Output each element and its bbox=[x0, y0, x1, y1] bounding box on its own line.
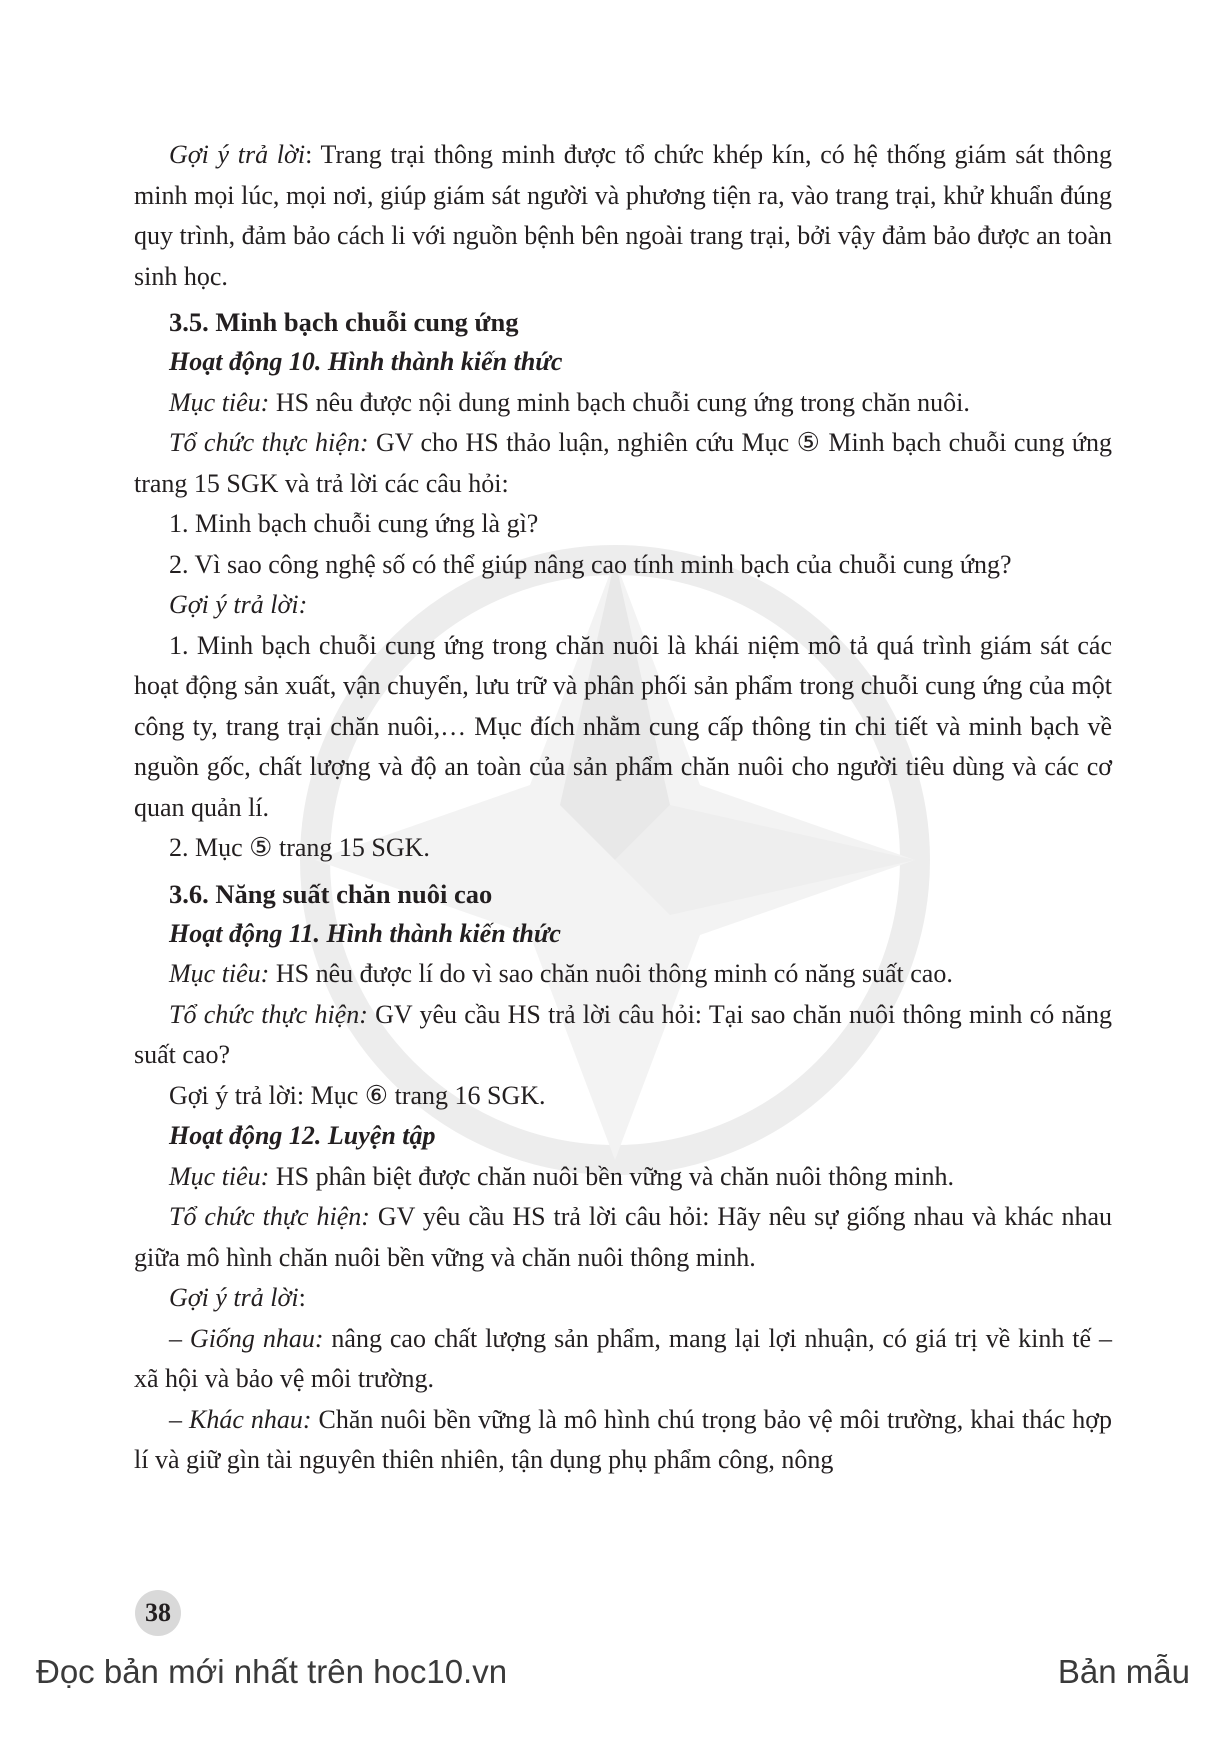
similarities: – Giống nhau: nâng cao chất lượng sản phẩm, mang lại lợi nhuận, có giá trị về kinh tế – xã hội và bảo vệ môi trường. bbox=[134, 1323, 1112, 1393]
differences: – Khác nhau: Chăn nuôi bền vững là mô hình chú trọng bảo vệ môi trường, khai thác hợp lí và giữ gìn tài nguyên thiên nhiên, tận dụng phụ phẩm công, nông bbox=[134, 1404, 1113, 1474]
activity-heading-12: Hoạt động 12. Luyện tập bbox=[169, 1121, 436, 1150]
activity-heading-10: Hoạt động 10. Hình thành kiến thức bbox=[169, 347, 563, 376]
section-heading-3-6: 3.6. Năng suất chăn nuôi cao bbox=[169, 878, 493, 909]
page-number: 38 bbox=[135, 1590, 181, 1636]
question-1: 1. Minh bạch chuỗi cung ứng là gì? bbox=[169, 509, 539, 538]
objective-10: Mục tiêu: HS nêu được nội dung minh bạch chuỗi cung ứng trong chăn nuôi. bbox=[169, 387, 970, 417]
answer-paragraph: Gợi ý trả lời: Trang trại thông minh được tổ chức khép kín, có hệ thống giám sát thông minh mọi lúc, mọi nơi, giúp giám sát người và phương tiện ra, vào trang trại, khử khuẩn đúng quy trình, đảm bảo cách li với nguồn bệnh bên ngoài trang trại, bởi vậy đảm bảo được an toàn sinh học. bbox=[134, 140, 1112, 291]
question-2: 2. Vì sao công nghệ số có thể giúp nâng cao tính minh bạch của chuỗi cung ứng? bbox=[169, 549, 1012, 579]
footer-sample-label: Bản mẫu bbox=[1057, 1653, 1190, 1690]
answer-2: 2. Mục ⑤ trang 15 SGK. bbox=[169, 833, 430, 862]
footer-link-text: Đọc bản mới nhất trên hoc10.vn bbox=[36, 1653, 508, 1690]
section-heading-3-5: 3.5. Minh bạch chuỗi cung ứng bbox=[169, 307, 519, 337]
implementation-12: Tổ chức thực hiện: GV yêu cầu HS trả lời câu hỏi: Hãy nêu sự giống nhau và khác nhau giữa mô hình chăn nuôi bền vững và chăn nuôi thông minh. bbox=[134, 1202, 1112, 1272]
implementation-10: Tổ chức thực hiện: GV cho HS thảo luận, nghiên cứu Mục ⑤ Minh bạch chuỗi cung ứng trang 15 SGK và trả lời các câu hỏi: bbox=[134, 428, 1113, 498]
implementation-11: Tổ chức thực hiện: GV yêu cầu HS trả lời câu hỏi: Tại sao chăn nuôi thông minh có năng suất cao? bbox=[134, 999, 1112, 1069]
objective-12: Mục tiêu: HS phân biệt được chăn nuôi bền vững và chăn nuôi thông minh. bbox=[169, 1161, 954, 1191]
hint-11: Gợi ý trả lời: Mục ⑥ trang 16 SGK. bbox=[169, 1080, 546, 1110]
answer-1: 1. Minh bạch chuỗi cung ứng trong chăn nuôi là khái niệm mô tả quá trình giám sát các hoạt động sản xuất, vận chuyển, lưu trữ và phân phối sản phẩm trong chuỗi cung ứng của một công ty, trang trại chăn nuôi,… Mục đích nhằm cung cấp thông tin chi tiết và minh bạch về nguồn gốc, chất lượng và độ an toàn của sản phẩm chăn nuôi cho người tiêu dùng và các cơ quan quản lí. bbox=[134, 630, 1112, 822]
objective-11: Mục tiêu: HS nêu được lí do vì sao chăn nuôi thông minh có năng suất cao. bbox=[169, 959, 953, 988]
page-content bbox=[134, 135, 1112, 1481]
hint-label-12: Gợi ý trả lời: bbox=[169, 1283, 306, 1312]
activity-heading-11: Hoạt động 11. Hình thành kiến thức bbox=[169, 918, 561, 948]
hint-label-10: Gợi ý trả lời: bbox=[169, 590, 308, 619]
